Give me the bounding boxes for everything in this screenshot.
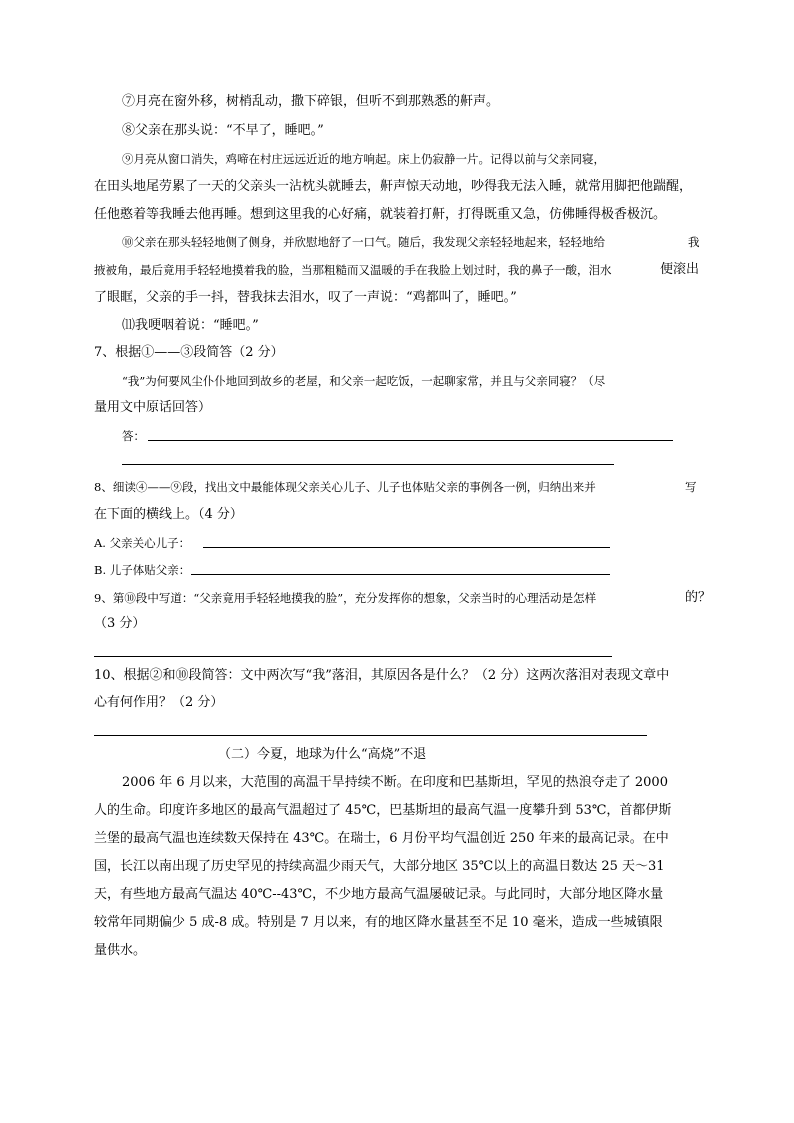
- paragraph-9-line-1: ⑨月亮从窗口消失，鸡啼在村庄远远近近的地方响起。床上仍寂静一片。记得以前与父亲同寝，: [122, 152, 605, 166]
- question-10-answer-line[interactable]: [94, 735, 647, 736]
- question-8-a-label: A. 父亲关心儿子：: [94, 536, 191, 550]
- question-7-text-line-2: 量用文中原话回答）: [94, 400, 212, 415]
- question-10-text-line-1: 10、根据②和⑩段简答：文中两次写“我”落泪，其原因各是什么？（2 分）这两次落泪对表现文章中: [94, 668, 670, 683]
- section-2-line-7: 量供水。: [94, 943, 147, 958]
- question-9-text-line-1-tail: 的？: [685, 590, 712, 605]
- answer-label: 答：: [122, 429, 145, 443]
- question-8-text-line-2: 在下面的横线上。（4 分）: [94, 507, 243, 522]
- section-2-line-3: 兰堡的最高气温也连续数天保持在 43℃。在瑞士，6 月份平均气温创近 250 年来的最高记录。在中: [94, 831, 669, 846]
- paragraph-10-line-2-tail: 便滚出: [660, 262, 700, 277]
- question-9-text-line-2: （3 分）: [94, 616, 146, 631]
- paragraph-10-line-1-tail: 我: [688, 235, 700, 249]
- question-9-answer-line[interactable]: [94, 656, 612, 657]
- question-8-text-line-1-tail: 写: [685, 480, 697, 494]
- question-8-b-label: B. 儿子体贴父亲：: [94, 563, 191, 577]
- section-2-line-4: 国，长江以南出现了历史罕见的持续高温少雨天气，大部分地区 35℃以上的高温日数达 25 天～31: [94, 859, 665, 874]
- answer-line-2[interactable]: [122, 464, 614, 465]
- section-2-line-1: 2006 年 6 月以来，大范围的高温干旱持续不断。在印度和巴基斯坦，罕见的热浪夺走了 2000: [122, 775, 668, 790]
- paragraph-9-line-2: 在田头地尾劳累了一天的父亲头一沾枕头就睡去，鼾声惊天动地，吵得我无法入睡，就常用脚把他踹醒，: [94, 179, 693, 194]
- section-2-line-2: 人的生命。印度许多地区的最高气温超过了 45℃，巴基斯坦的最高气温一度攀升到 53℃，首都伊斯: [94, 803, 672, 818]
- paragraph-10-line-3: 了眼眶，父亲的手一抖，替我抹去泪水，叹了一声说：“鸡都叫了，睡吧。”: [94, 290, 517, 305]
- paragraph-7: ⑦月亮在窗外移，树梢乱动，撒下碎银，但听不到那熟悉的鼾声。: [122, 94, 500, 109]
- question-8-b-answer-line[interactable]: [191, 574, 610, 575]
- section-2-line-5: 天，有些地方最高气温达 40℃--43℃，不少地方最高气温屡破记录。与此同时，大部分地区降水量: [94, 887, 664, 902]
- question-8-a-answer-line[interactable]: [203, 547, 610, 548]
- paragraph-11: ⑾我哽咽着说：“睡吧。”: [122, 318, 259, 333]
- paragraph-10-line-1: ⑩父亲在那头轻轻地侧了侧身，并欣慰地舒了一口气。随后，我发现父亲轻轻地起来，轻轻地给: [122, 235, 605, 249]
- paragraph-10-line-2: 掖被角，最后竟用手轻轻地摸着我的脸，当那粗糙而又温暖的手在我脸上划过时，我的鼻子一酸，泪水: [94, 263, 612, 277]
- paragraph-8: ⑧父亲在那头说：“不早了，睡吧。”: [122, 123, 324, 138]
- question-7-title: 7、根据①——③段简答（2 分）: [94, 345, 284, 360]
- section-2-title: （二）今夏，地球为什么“高烧”不退: [218, 747, 427, 762]
- answer-line-1[interactable]: [148, 440, 673, 441]
- question-8-text-line-1: 8、细读④——⑨段，找出文中最能体现父亲关心儿子、儿子也体贴父亲的事例各一例，归纳出来并: [94, 480, 596, 494]
- paragraph-9-line-3: 任他憨着等我睡去他再睡。想到这里我的心好痛，就装着打鼾，打得既重又急，仿佛睡得极香极沉。: [94, 207, 667, 222]
- section-2-line-6: 较常年同期偏少 5 成-8 成。特别是 7 月以来，有的地区降水量甚至不足 10 毫米，造成一些城镇限: [94, 915, 663, 930]
- question-10-text-line-2: 心有何作用？（2 分）: [94, 695, 224, 710]
- question-9-text-line-1: 9、第⑩段中写道：“父亲竟用手轻轻地摸我的脸”，充分发挥你的想象，父亲当时的心理活动是怎样: [94, 591, 597, 605]
- question-7-text-line-1: “我”为何要风尘仆仆地回到故乡的老屋，和父亲一起吃饭，一起聊家常，并且与父亲同寝？（尽: [122, 374, 606, 388]
